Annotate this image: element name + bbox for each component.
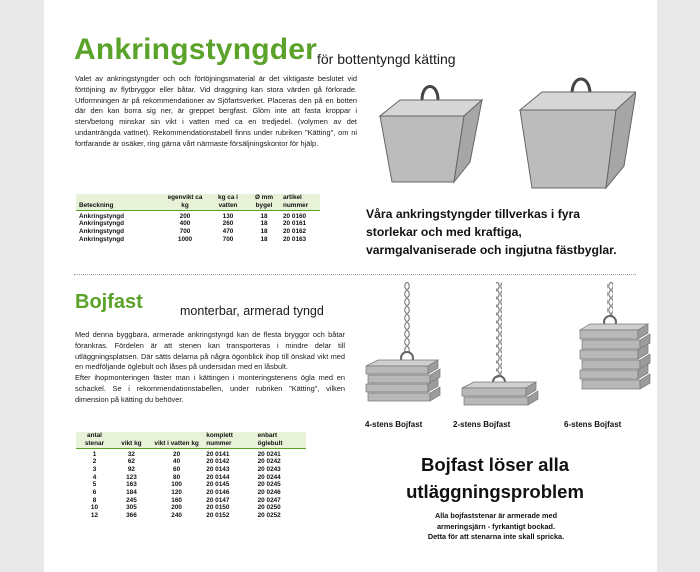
table-cell: 20 0144 [206,473,230,481]
bojfast-table [76,432,306,520]
table-cell: 80 [173,473,181,481]
table-cell: 163 [126,481,137,489]
table-cell: 200 [171,504,182,512]
table-cell: 20 0147 [206,496,230,504]
table-cell: 2 [92,458,97,466]
section2-subtitle: monterbar, armerad tyngd [180,304,324,318]
table-cell: 18 [260,235,268,243]
table-cell: 1 [92,450,97,458]
table-cell: 20 0143 [206,465,230,473]
section1-paragraph [75,74,357,150]
table-cell: 20 0243 [257,465,281,473]
caption-two-stone: 2-stens Bojfast [453,420,511,429]
table-cell: 20 0141 [206,450,230,458]
table-cell: 18 [260,212,268,220]
table-cell: 120 [171,489,182,497]
table-cell: 6 [92,489,97,497]
caption-six-stone: 6-stens Bojfast [564,420,622,429]
catalog-page [44,0,657,572]
table-header: Beteckning [76,194,162,211]
table-cell: 20 [173,450,181,458]
table-cell: 20 0252 [257,512,281,520]
small-anchor-weight [380,87,482,183]
table-cell: 20 0242 [257,458,281,466]
table-cell: 260 [222,220,234,228]
table-cell: 366 [126,512,137,520]
table-cell: 20 0241 [257,450,281,458]
table-header-row [76,194,320,211]
table-header: komplett nummer [203,432,254,449]
table-row [76,481,306,489]
section2-paragraph [75,330,345,406]
table-cell: 184 [126,489,137,497]
four-stone-bojfast [366,282,440,401]
table-cell: 18 [260,220,268,228]
table-cell: 700 [179,227,191,235]
table-cell: Ankringstyngd [79,235,125,243]
table-header: kg ca i vatten [208,194,248,211]
table-cell: 20 0145 [206,481,230,489]
table-row [76,474,306,482]
section1-claim: Våra ankringstyngder tillverkas i fyra storlekar och med kraftiga, varmgalvaniserade och ingjutna fästbyglar. [366,207,617,257]
table-cell: 20 0142 [206,458,230,466]
table-row [76,504,306,512]
table-cell: 5 [92,481,97,489]
table-cell: 3 [92,465,97,473]
table-cell: 200 [179,212,191,220]
table-row [76,220,320,228]
section2-paragraph-text-1: Med denna byggbara, armerade ankringstyngd kan de flesta bryggor och båtar förankras. Fördelen är att stenen kan transporteras i mindre delar till utläggningsplatsen. Där sätts delarna på några ögonblick ihop till önskad vikt med en medföljande öglebult och låses på undersidan med en låsbult. [75,330,345,372]
bojfast-note-line3: Detta för att stenarna inte skall spricka. [427,532,565,541]
table-row [76,228,320,236]
table-cell: 400 [179,220,191,228]
anchor-weights-illustration [366,70,636,200]
table-cell: 60 [173,465,181,473]
table-cell: 123 [126,473,137,481]
table-header: egenvikt ca kg [162,194,208,211]
table-cell: 62 [127,458,135,466]
table-header-row [76,432,306,449]
bojfast-illustration [362,282,652,418]
section2-title: Bojfast [75,291,143,313]
table-cell: 20 0160 [283,212,307,220]
table-row [76,497,306,505]
table-header: artikel nummer [280,194,320,211]
table-cell: 700 [222,235,234,243]
table-cell: 20 0152 [206,512,230,520]
table-cell: Ankringstyngd [79,220,125,228]
table-cell: 20 0150 [206,504,230,512]
table-header: Ø mm bygel [248,194,280,211]
table-cell: 20 0247 [257,496,281,504]
table-row [76,458,306,466]
table-row [76,512,306,520]
table-cell: 10 [90,504,99,512]
table-cell: 20 0146 [206,489,230,497]
bojfast-note-line2: armeringsjärn - fyrkantigt bockad. [437,521,555,531]
table-cell: 20 0246 [257,489,281,497]
section2-paragraph-text-2: Efter ihopmonteringen fäster man i kättingen i monteringstenens ögla med en schackel. Se i rekommendationstabellen, under rubriken "Kätting", vilken dimension på kätting du behöver. [75,373,345,404]
section1-title: Ankringstyngder [74,33,318,66]
table-cell: 20 0244 [257,473,281,481]
table-cell: 20 0162 [283,227,307,235]
table-row [76,451,306,459]
table-header: vikt i vatten kg [150,432,203,449]
table-cell: 130 [222,212,234,220]
section1-subtitle: för bottentyngd kätting [317,51,456,67]
table-cell: 20 0250 [257,504,281,512]
table-cell: 4 [92,473,97,481]
table-cell: 92 [127,465,135,473]
table-cell: 1000 [177,235,193,243]
table-cell: Ankringstyngd [79,227,125,235]
table-cell: 305 [126,504,137,512]
table-cell: 160 [171,496,182,504]
caption-four-stone: 4-stens Bojfast [365,420,423,429]
table-cell: 40 [173,458,181,466]
two-stone-bojfast [462,282,538,405]
table-header: antal stenar [76,432,113,449]
bojfast-note [374,511,618,543]
large-anchor-weight [520,79,636,188]
bojfast-headline-line2: utläggningsproblem [406,481,584,502]
table-cell: 8 [92,496,97,504]
table-cell: 245 [126,496,137,504]
section-divider [74,274,636,275]
table-cell: 470 [222,227,234,235]
table-cell: 20 0245 [257,481,281,489]
table-cell: 20 0161 [283,220,307,228]
bojfast-headline [366,451,624,505]
bojfast-note-line1: Alla bojfaststenar är armerade med [434,511,558,520]
table-row [76,466,306,474]
bojfast-headline-line1: Bojfast löser alla [420,454,570,475]
table-row [76,489,306,497]
table-row [76,236,320,244]
table-cell: 32 [127,450,135,458]
table-row [76,213,320,221]
six-stone-bojfast [580,282,650,389]
table-header: vikt kg [113,432,150,449]
section1-paragraph-text: Valet av ankringstyngder och och förtöjningsmaterial är det viktigaste beslutet vid förtöjning av flytbryggor eller båtar. Vid draggning kan stora värden gå förlorade. Utformningen är på rekommendationer av Sjöfartsverket. Placeras den på en botten där den kan borra sig ner, är greppet bergfast. Glöm inte att fasta kroppar i sten/betong minskar sin vikt i vatten med ca en tredjedel. (volymen av det undanträngda vattnet). Rekommendationstabell finns under rubriken "Kätting", om ni fortfarande är osäker, ring gärna vårt närmaste försäljningskontor för hjälp. [75,74,357,148]
table-cell: 18 [260,227,268,235]
anchor-weights-table [76,194,320,243]
table-cell: 240 [171,512,182,520]
table-cell: Ankringstyngd [79,212,125,220]
table-header: enbart öglebult [255,432,306,449]
table-cell: 20 0163 [283,235,307,243]
table-cell: 12 [90,512,99,520]
table-cell: 100 [171,481,182,489]
